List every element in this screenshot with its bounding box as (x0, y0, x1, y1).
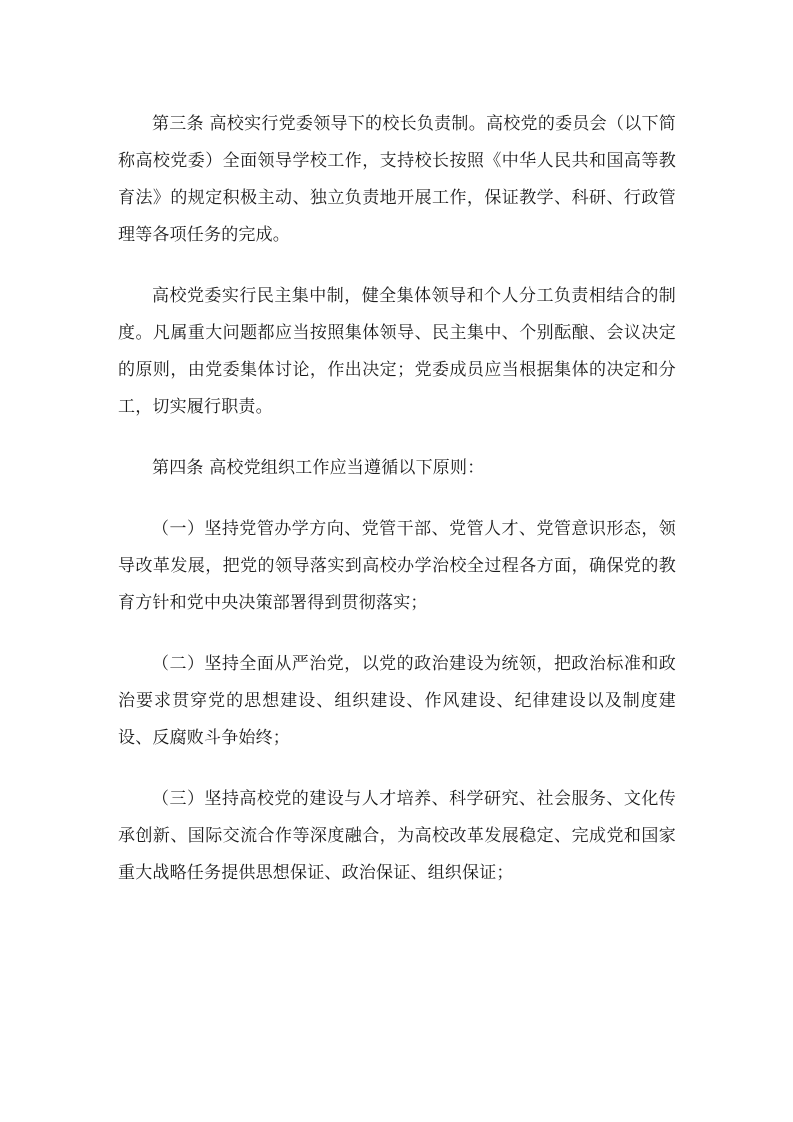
paragraph-principle-1: （一）坚持党管办学方向、党管干部、党管人才、党管意识形态，领导改革发展，把党的领导落实到高校办学治校全过程各方面，确保党的教育方针和党中央决策部署得到贯彻落实； (118, 519, 676, 613)
paragraph-principle-2: （二）坚持全面从严治党，以党的政治建设为统领，把政治标准和政治要求贯穿党的思想建设、组织建设、作风建设、纪律建设以及制度建设、反腐败斗争始终； (118, 654, 676, 748)
paragraph-principle-3: （三）坚持高校党的建设与人才培养、科学研究、社会服务、文化传承创新、国际交流合作等深度融合，为高校改革发展稳定、完成党和国家重大战略任务提供思想保证、政治保证、组织保证； (118, 789, 676, 883)
paragraph-article-3: 第三条 高校实行党委领导下的校长负责制。高校党的委员会（以下简称高校党委）全面领导学校工作，支持校长按照《中华人民共和国高等教育法》的规定积极主动、独立负责地开展工作，保证教学、科研、行政管理等各项任务的完成。 (118, 114, 676, 245)
document-body (118, 106, 676, 916)
paragraph-article-4: 第四条 高校党组织工作应当遵循以下原则： (152, 458, 485, 478)
paragraph-democratic-centralism: 高校党委实行民主集中制，健全集体领导和个人分工负责相结合的制度。凡属重大问题都应当按照集体领导、民主集中、个别酝酿、会议决定的原则，由党委集体讨论，作出决定；党委成员应当根据集体的决定和分工，切实履行职责。 (118, 286, 676, 417)
